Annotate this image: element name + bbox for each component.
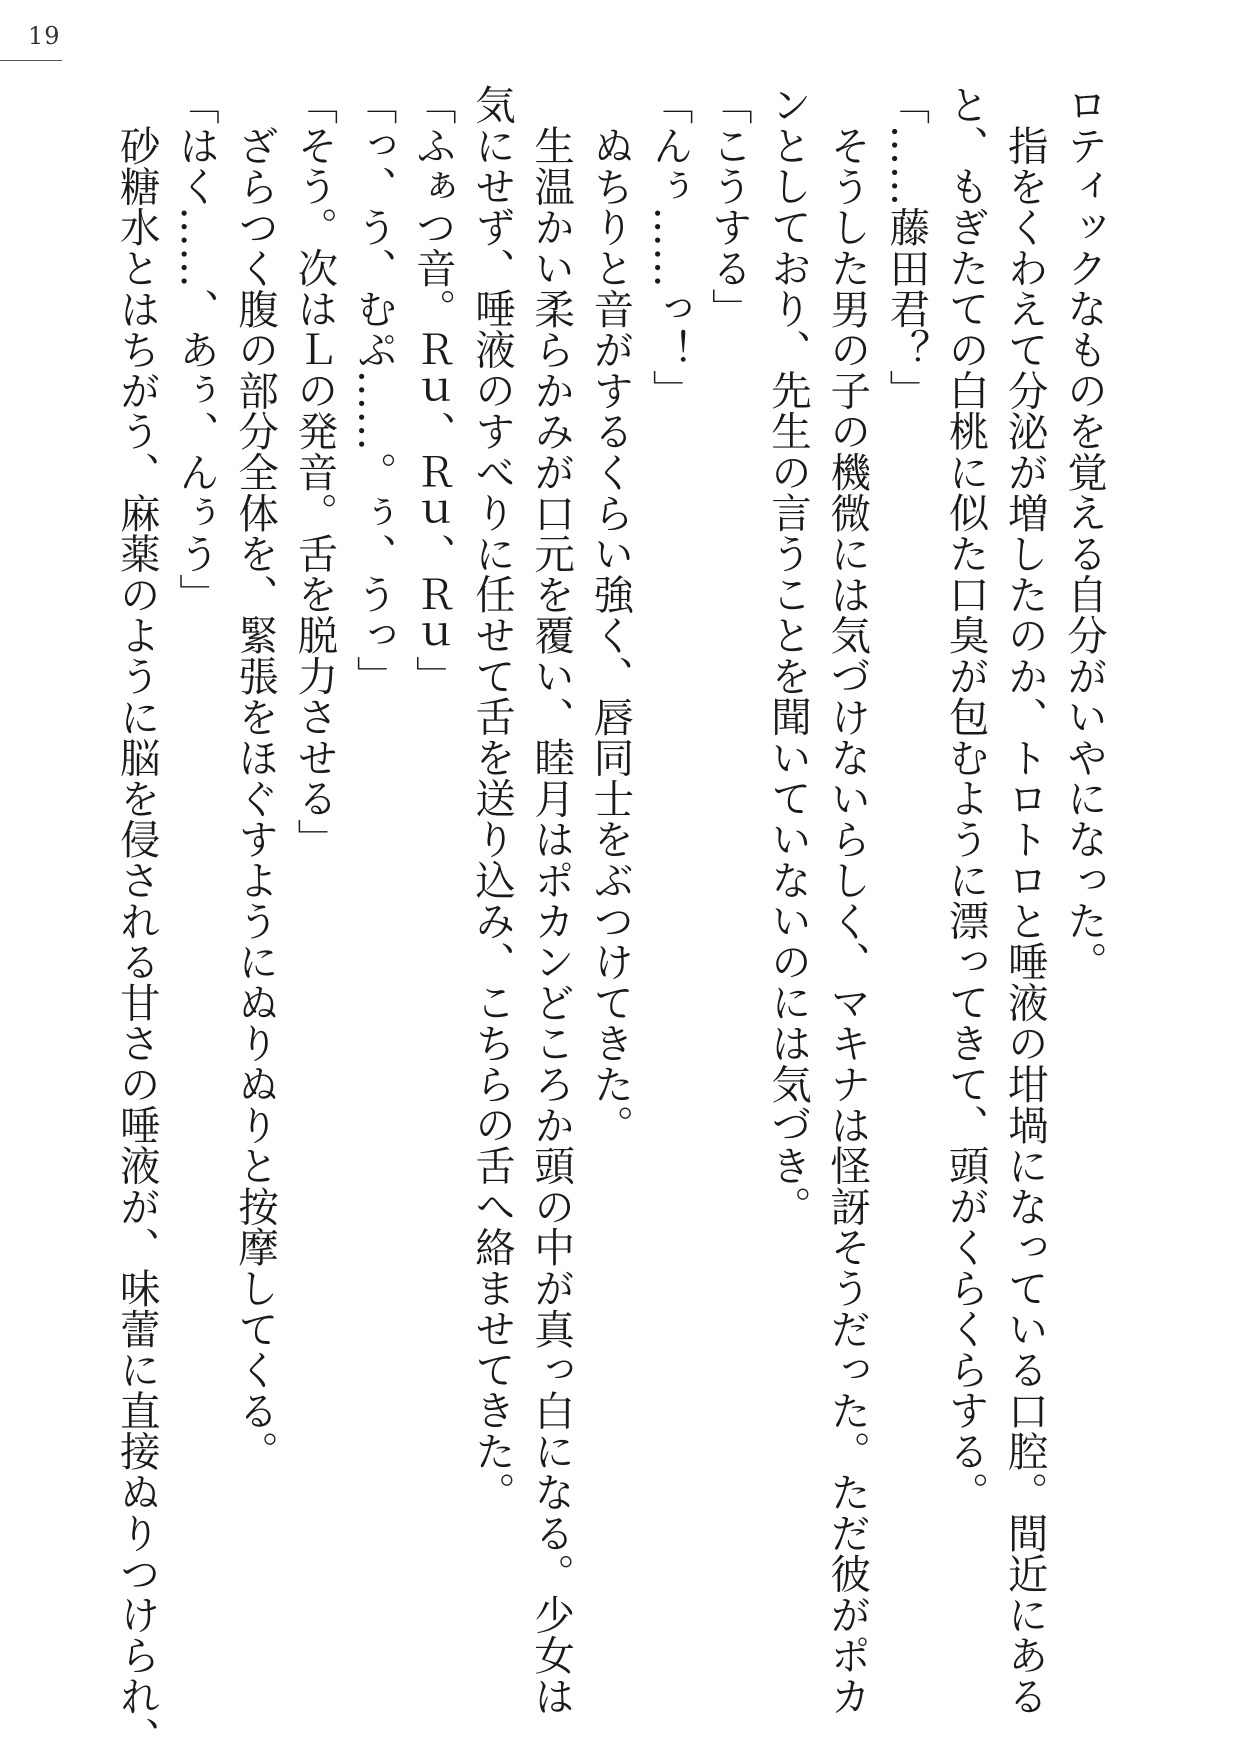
text-line: 砂糖水とはちがう、麻薬のように脳を侵される甘さの唾液が、味蕾に直接ぬりつけられ、 [112,124,161,1757]
text-line: 生温かい柔らかみが口元を覆い、睦月はポカンどころか頭の中が真っ白になる。少女は [527,124,576,1716]
text-line: と、もぎたての白桃に似た口臭が包むように漂ってきて、頭がくらくらする。 [941,84,990,1512]
text-line: 「んぅ……っ！」 [645,84,694,411]
text-line: 「はく……、あぅ、んぅう」 [171,84,220,615]
text-line: そうした男の子の機微には気づけないらしく、マキナは怪訝そうだった。ただ彼がポカ [823,124,872,1716]
text-line: 「そう。次はＬの発音。舌を脱力させる」 [290,84,339,860]
text-line: ぬちりと音がするくらい強く、唇同士をぶつけてきた。 [586,124,635,1145]
text-line: 気にせず、唾液のすべりに任せて舌を送り込み、こちらの舌へ絡ませてきた。 [467,84,516,1512]
text-line: 「ふぁつ音。Ｒｕ、Ｒｕ、Ｒｕ」 [408,84,457,696]
text-line: 指をくわえて分泌が増したのか、トロトロと唾液の坩堝になっている口腔。間近にある [1000,124,1049,1716]
text-line: 「っ、う、むぷ……。ぅ、うっ」 [349,84,398,696]
page-number: 19 [28,22,61,50]
text-line: ンとしており、先生の言うことを聞いていないのには気づき。 [763,84,812,1227]
text-line: ざらつく腹の部分全体を、緊張をほぐすようにぬりぬりと按摩してくる。 [231,124,280,1471]
body-text [107,84,1113,1757]
text-line: 「……藤田君？」 [882,84,931,411]
text-line: ロティックなものを覚える自分がいやになった。 [1060,84,1108,982]
page-number-rule [0,60,62,61]
text-line: 「こうする」 [704,84,753,329]
